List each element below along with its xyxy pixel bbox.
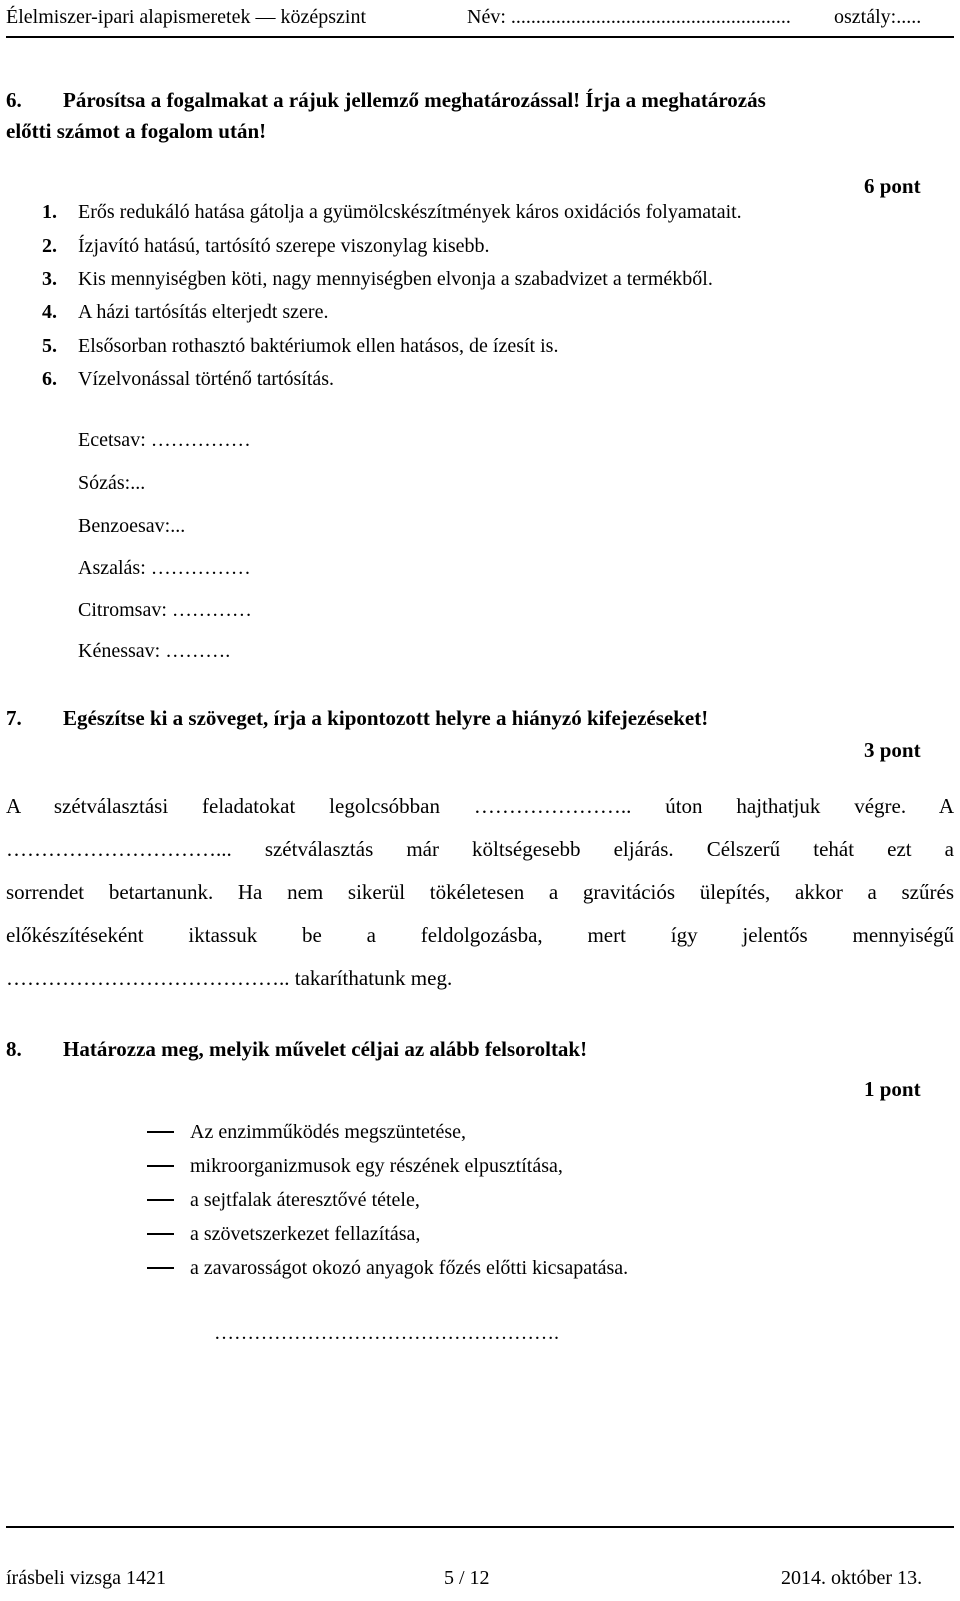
dash-bullet bbox=[147, 1199, 174, 1201]
task7-number: 7. bbox=[6, 706, 22, 730]
dash-bullet bbox=[147, 1131, 174, 1133]
statement-text: Erős redukáló hatása gátolja a gyümölcskészítmények káros oxidációs folyamatait. bbox=[78, 201, 742, 223]
task6-points: 6 pont bbox=[864, 174, 921, 198]
statement-number: 5. bbox=[42, 335, 57, 357]
footer-date: 2014. október 13. bbox=[781, 1567, 923, 1589]
task7-text-line: sorrendet betartanunk. Ha nem sikerül tökéletesen a gravitációs ülepítés, akkor a szűrés bbox=[6, 880, 954, 904]
task7-points: 3 pont bbox=[864, 738, 921, 762]
task8-instruction: Határozza meg, melyik művelet céljai az alább felsoroltak! bbox=[63, 1037, 588, 1061]
header-class-field: osztály:..... bbox=[834, 6, 922, 28]
list-item: a sejtfalak áteresztővé tétele, bbox=[190, 1189, 420, 1211]
statement-text: Elsősorban rothasztó baktériumok ellen hatásos, de ízesít is. bbox=[78, 335, 559, 357]
statement-number: 3. bbox=[42, 268, 57, 290]
task7-text-line: A szétválasztási feladatokat legolcsóbban ………………….. úton hajthatjuk végre. A bbox=[6, 794, 954, 818]
statement-text: Ízjavító hatású, tartósító szerepe viszonylag kisebb. bbox=[78, 235, 490, 257]
task8-number: 8. bbox=[6, 1037, 22, 1061]
footer-page-number: 5 / 12 bbox=[444, 1567, 490, 1589]
list-item: a szövetszerkezet fellazítása, bbox=[190, 1223, 421, 1245]
header-subject: Élelmiszer-ipari alapismeretek — középszint bbox=[6, 6, 367, 28]
statement-number: 4. bbox=[42, 301, 57, 323]
footer-divider bbox=[6, 1526, 954, 1528]
statement-number: 6. bbox=[42, 368, 57, 390]
answer-field-benzoesav[interactable]: Benzoesav:... bbox=[78, 515, 186, 537]
statement-text: Vízelvonással történő tartósítás. bbox=[78, 368, 335, 390]
task8-answer-field[interactable]: ……………………………………………. bbox=[214, 1322, 559, 1344]
statement-number: 2. bbox=[42, 235, 57, 257]
header-name-field: Név: ........................................................ bbox=[467, 6, 791, 28]
statement-text: Kis mennyiségben köti, nagy mennyiségben elvonja a szabadvizet a termékből. bbox=[78, 268, 713, 290]
task6-instruction-line2: előtti számot a fogalom után! bbox=[6, 119, 267, 143]
task7-text-last-line: ………………………………….. takaríthatunk meg. bbox=[6, 966, 453, 990]
dash-bullet bbox=[147, 1165, 174, 1167]
task8-points: 1 pont bbox=[864, 1077, 921, 1101]
list-item: mikroorganizmusok egy részének elpusztítása, bbox=[190, 1155, 563, 1177]
task6-number: 6. bbox=[6, 88, 22, 112]
statement-number: 1. bbox=[42, 201, 57, 223]
task7-text-line: előkészítéseként iktassuk be a feldolgozásba, mert így jelentős mennyiségű bbox=[6, 923, 954, 947]
dash-bullet bbox=[147, 1267, 174, 1269]
header-divider bbox=[6, 36, 954, 38]
task6-instruction-line1: Párosítsa a fogalmakat a rájuk jellemző meghatározással! Írja a meghatározás bbox=[63, 88, 766, 112]
list-item: Az enzimműködés megszüntetése, bbox=[190, 1121, 467, 1143]
footer-exam-code: írásbeli vizsga 1421 bbox=[6, 1567, 166, 1589]
statement-text: A házi tartósítás elterjedt szere. bbox=[78, 301, 329, 323]
answer-field-citromsav[interactable]: Citromsav: ………… bbox=[78, 599, 252, 621]
answer-field-ecetsav[interactable]: Ecetsav: …………… bbox=[78, 429, 251, 451]
task7-text-line: …………………………... szétválasztás már költségesebb eljárás. Célszerű tehát ezt a bbox=[6, 837, 954, 861]
task7-instruction: Egészítse ki a szöveget, írja a kipontozott helyre a hiányzó kifejezéseket! bbox=[63, 706, 709, 730]
dash-bullet bbox=[147, 1233, 174, 1235]
list-item: a zavarosságot okozó anyagok főzés előtti kicsapatása. bbox=[190, 1257, 629, 1279]
answer-field-kenessav[interactable]: Kénessav: ………. bbox=[78, 640, 231, 662]
answer-field-sozas[interactable]: Sózás:... bbox=[78, 472, 146, 494]
answer-field-aszalas[interactable]: Aszalás: …………… bbox=[78, 557, 251, 579]
